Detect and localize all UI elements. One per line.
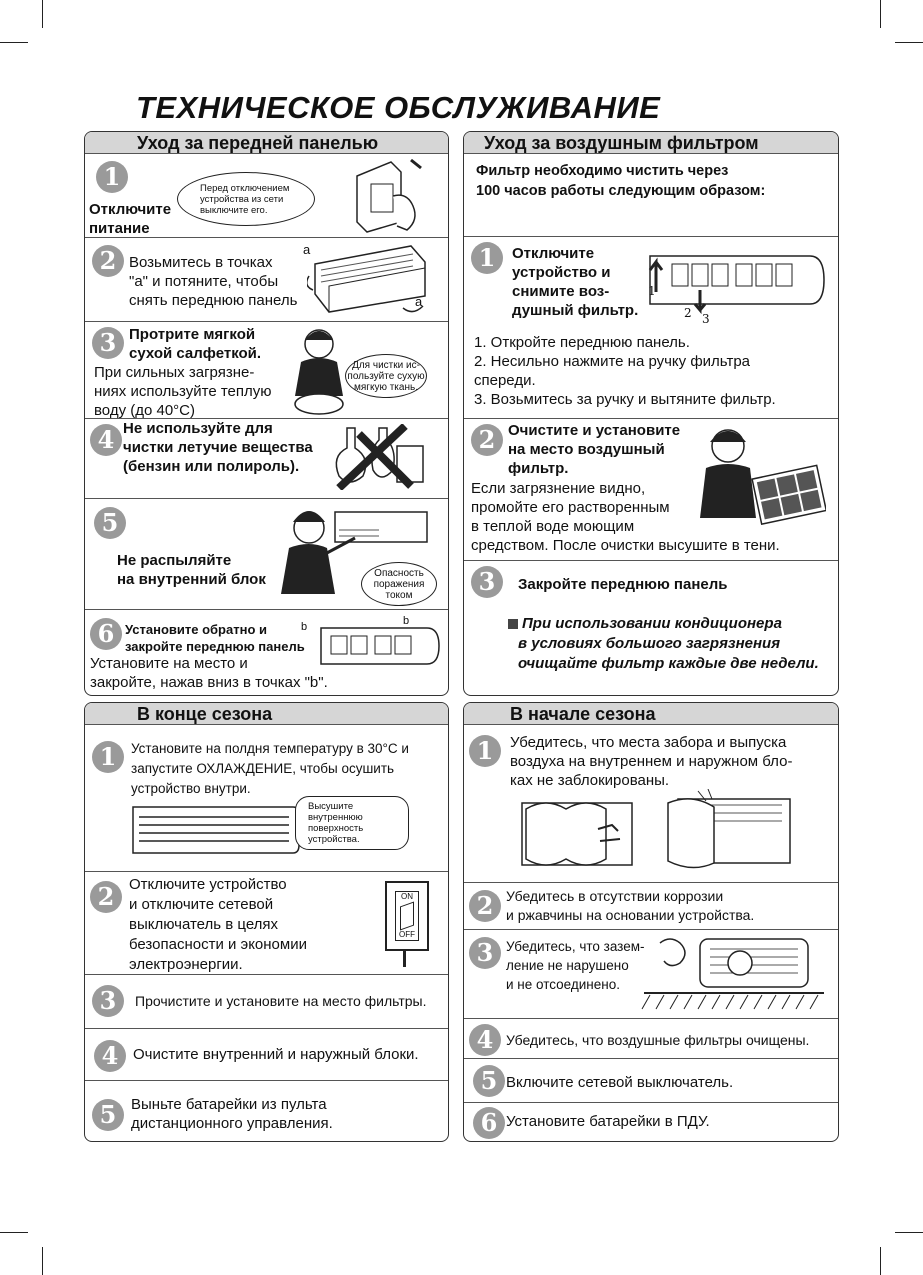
step-number: 5 xyxy=(94,507,126,539)
crop-mark xyxy=(42,0,43,28)
step-divider xyxy=(464,929,838,930)
grounding-icon xyxy=(640,933,832,1013)
start-season-section xyxy=(463,702,839,1142)
warning-bubble: Опасность поражения током xyxy=(361,562,437,606)
step-number: 3 xyxy=(471,566,503,598)
crop-mark xyxy=(0,42,28,43)
speech-bubble: Высушите внутреннюю поверхность устройства. xyxy=(295,796,409,850)
diagram-label: 1 xyxy=(648,284,656,298)
step-text: Установите на место и закройте, нажав вниз в точках "b". xyxy=(90,655,328,691)
intro-text: Фильтр необходимо чистить через 100 часов работы следующим образом: xyxy=(476,163,766,199)
step-number: 4 xyxy=(469,1024,501,1056)
step-number: 2 xyxy=(469,890,501,922)
crop-mark xyxy=(895,1232,923,1233)
switch-cable xyxy=(403,949,406,967)
section-header: Уход за воздушным фильтром xyxy=(464,132,838,154)
switch-off-label: OFF xyxy=(399,930,415,939)
step-divider xyxy=(464,882,838,883)
step-text: 1. Откройте переднюю панель. 2. Несильно нажмите на ручку фильтра спереди. 3. Возьмитесь за ручку и вытяните фильтр. xyxy=(474,334,776,408)
step-divider xyxy=(464,560,838,561)
indoor-unit-front-icon xyxy=(317,620,441,666)
step-text: Установите на полдня температуру в 30°С и запустите ОХЛАЖДЕНИЕ, чтобы осушить устройство внутри. xyxy=(131,741,409,796)
filter-removal-icon xyxy=(646,242,826,328)
step-divider xyxy=(85,974,448,975)
step-divider xyxy=(464,1102,838,1103)
step-number: 1 xyxy=(469,735,501,767)
step-number: 2 xyxy=(90,881,122,913)
point-mark: b xyxy=(403,615,410,627)
step-text: Убедитесь в отсутствии коррозии и ржавчины на основании устройства. xyxy=(506,888,755,923)
section-header: В начале сезона xyxy=(464,703,838,725)
indoor-unit-icon xyxy=(307,242,443,318)
section-header: Уход за передней панелью xyxy=(85,132,448,154)
step-divider xyxy=(464,418,838,419)
step-divider xyxy=(85,871,448,872)
section-header: В конце сезона xyxy=(85,703,448,725)
blocked-units-icon xyxy=(518,789,798,877)
step-number: 4 xyxy=(90,424,122,456)
step-label: Отключите питание xyxy=(89,201,172,237)
wall-switch-icon xyxy=(385,881,429,951)
step-divider xyxy=(85,237,448,238)
step-text: Если загрязнение видно, промойте его растворенным в теплой воде моющим средством. После очистки высушите в тени. xyxy=(471,480,780,554)
point-mark: b xyxy=(301,621,308,633)
step-title: Закройте переднюю панель xyxy=(518,576,728,593)
step-divider xyxy=(85,1080,448,1081)
page-title: ТЕХНИЧЕСКОЕ ОБСЛУЖИВАНИЕ xyxy=(136,90,661,125)
step-number: 5 xyxy=(92,1099,124,1131)
step-title: Установите обратно и закройте переднюю панель xyxy=(125,622,305,654)
woman-cleaning-icon xyxy=(291,322,351,418)
step-number: 3 xyxy=(92,985,124,1017)
end-season-section xyxy=(84,702,449,1142)
speech-bubble: Перед отключением устройства из сети выключите его. xyxy=(177,172,315,226)
step-number: 2 xyxy=(471,424,503,456)
crop-mark xyxy=(42,1247,43,1275)
step-divider xyxy=(464,236,838,237)
step-number: 3 xyxy=(92,327,124,359)
step-text: Возьмитесь в точках "a" и потяните, чтобы снять переднюю панель xyxy=(129,254,298,309)
speech-bubble: Для чистки ис- пользуйте сухую мягкую ткань. xyxy=(345,354,427,398)
step-text: Очистите внутренний и наружный блоки. xyxy=(133,1046,419,1063)
step-text: Убедитесь, что зазем- ление не нарушено и не отсоединено. xyxy=(506,939,645,992)
crop-mark xyxy=(0,1232,28,1233)
step-title: Протрите мягкой сухой салфеткой. xyxy=(129,326,262,362)
step-text: Установите батарейки в ПДУ. xyxy=(506,1113,710,1130)
step-divider xyxy=(464,1018,838,1019)
step-divider xyxy=(464,1058,838,1059)
step-divider xyxy=(85,498,448,499)
step-text: Включите сетевой выключатель. xyxy=(506,1074,734,1091)
step-number: 4 xyxy=(94,1040,126,1072)
step-title: Не распыляйте на внутренний блок xyxy=(117,552,266,588)
note-checkbox-icon xyxy=(508,619,518,629)
crop-mark xyxy=(880,0,881,28)
step-number: 2 xyxy=(92,245,124,277)
diagram-label: 3 xyxy=(702,312,710,326)
no-chemicals-icon xyxy=(329,424,429,490)
step-text: Выньте батарейки из пульта дистанционного управления. xyxy=(131,1096,333,1132)
step-number: 1 xyxy=(96,161,128,193)
step-divider xyxy=(85,609,448,610)
crop-mark xyxy=(895,42,923,43)
note-text: При использовании кондиционера в условиях большого загрязнения очищайте фильтр каждые две недели. xyxy=(508,614,819,674)
indoor-unit-icon xyxy=(129,801,303,859)
step-number: 3 xyxy=(469,937,501,969)
step-divider xyxy=(85,321,448,322)
diagram-label: 2 xyxy=(684,306,692,320)
step-text: Отключите устройство и отключите сетевой выключатель в целях безопасности и экономии электроэнергии. xyxy=(129,876,307,973)
step-number: 6 xyxy=(473,1107,505,1139)
step-number: 1 xyxy=(92,741,124,773)
step-text: Убедитесь, что места забора и выпуска воздуха на внутреннем и наружном бло- ках не заблокированы. xyxy=(510,734,793,789)
air-filter-section xyxy=(463,131,839,696)
step-number: 1 xyxy=(471,242,503,274)
step-title: Отключите устройство и снимите воз- душный фильтр. xyxy=(512,245,639,319)
step-text: При сильных загрязне- ниях используйте теплую воду (до 40°С) xyxy=(94,364,272,419)
step-number: 5 xyxy=(473,1065,505,1097)
woman-holding-filter-icon xyxy=(698,424,826,536)
step-divider xyxy=(85,1028,448,1029)
front-panel-section xyxy=(84,131,449,696)
point-mark: a xyxy=(303,242,311,257)
step-text: Убедитесь, что воздушные фильтры очищены. xyxy=(506,1032,810,1048)
power-switch-icon xyxy=(353,156,433,234)
switch-on-label: ON xyxy=(401,892,413,901)
crop-mark xyxy=(880,1247,881,1275)
step-text: Прочистите и установите на место фильтры. xyxy=(135,993,427,1009)
point-mark: a xyxy=(415,294,423,309)
step-title: Очистите и установите на место воздушный фильтр. xyxy=(508,422,681,477)
step-title: Не используйте для чистки летучие вещества (бензин или полироль). xyxy=(123,420,313,475)
step-number: 6 xyxy=(90,618,122,650)
